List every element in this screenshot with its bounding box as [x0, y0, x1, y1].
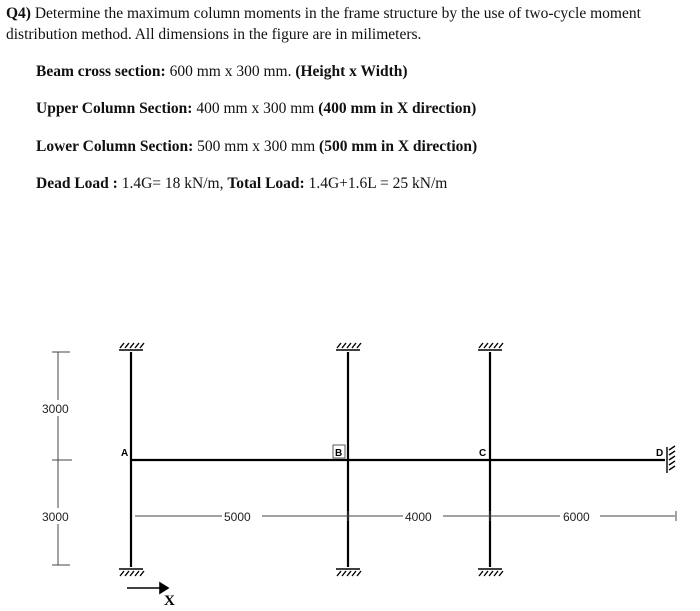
joint-label-d: D — [656, 448, 664, 459]
x-axis-arrow — [127, 583, 168, 593]
bottom-supports — [119, 569, 503, 576]
question-number: Q4) — [6, 5, 31, 22]
span-label-cd: 6000 — [563, 510, 590, 524]
span-label-ab: 5000 — [224, 510, 251, 524]
joint-label-a: A — [121, 448, 129, 459]
load-line: Dead Load : 1.4G= 18 kN/m, Total Load: 1.4G+1.6L = 25 kN/m — [36, 175, 448, 192]
height-dimension — [52, 352, 72, 565]
joint-label-c: C — [479, 448, 487, 459]
height-label-upper: 3000 — [42, 402, 69, 416]
span-label-bc: 4000 — [405, 510, 432, 524]
beam-section-line: Beam cross section: 600 mm x 300 mm. (Height x Width) — [36, 63, 408, 80]
x-axis-label: X — [164, 593, 175, 609]
joint-label-b: B — [335, 448, 343, 459]
upper-column-line: Upper Column Section: 400 mm x 300 mm (400 mm in X direction) — [36, 100, 477, 117]
height-label-lower: 3000 — [42, 510, 69, 524]
support-d — [667, 446, 675, 473]
question-body: Determine the maximum column moments in the frame structure by the use of two-cycle moment distribution method. All dimensions in the figure are in milimeters. — [6, 5, 641, 43]
top-supports — [119, 343, 503, 350]
lower-column-line: Lower Column Section: 500 mm x 300 mm (500 mm in X direction) — [36, 138, 478, 155]
